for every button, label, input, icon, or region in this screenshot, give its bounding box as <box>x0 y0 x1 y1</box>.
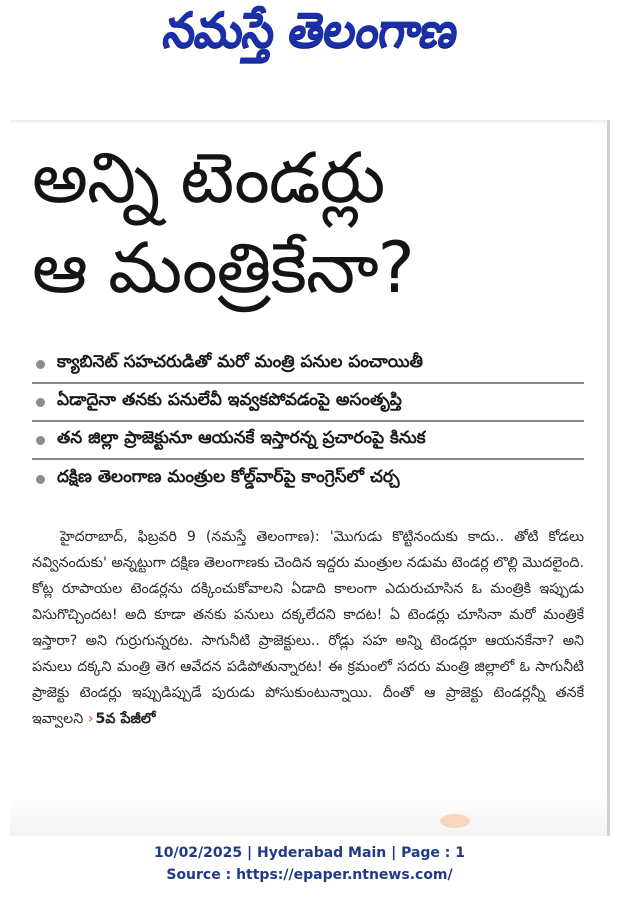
newspaper-masthead <box>0 0 619 72</box>
article-body-text: హైదరాబాద్, ఫిబ్రవరి 9 (నమస్తే తెలంగాణ): 'మొగుడు కొట్టినందుకు కాదు.. తోటి కోడలు నవ్వినందుకు' అన్నట్టుగా దక్షిణ తెలంగాణకు చెందిన ఇద్దరు మంత్రుల నడుమ టెండర్ల లొల్లి మొదలైంది. కోట్ల రూపాయల టెండర్లను దక్కించుకోవాలని ఏడాది కాలంగా ఎదురుచూసిన ఓ మంత్రికి ఇప్పుడు విసుగొచ్చిందట! అది కూడా తనకు పనులు దక్కలేదని కాదట! ఏ టెండర్లు చూసినా మరో మంత్రికే ఇస్తారా? అని గుర్రుగున్నరట. సాగునీటి ప్రాజెక్టులు.. రోడ్లు సహ అన్ని టెండర్లూ ఆయనకేనా? అని పనులు దక్కని మంత్రి తెగ ఆవేదన పడిపోతున్నారట! ఈ క్రమంలో సదరు మంత్రి జిల్లాలో ఓ సాగునీటి ప్రాజెక్టు టెండర్లు ఇప్పుడిప్పుడే పురుడు పోసుకుంటున్నాయి. దీంతో ఆ ప్రాజెక్టు టెండర్లన్నీ తనకే ఇవ్వాలని <box>32 529 584 727</box>
continued-on-page-link[interactable] <box>88 711 156 727</box>
bullet-text: ఏడాదైనా తనకు పనులేవీ ఇవ్వకపోవడంపై అసంతృప్తి <box>57 390 402 410</box>
source-url[interactable]: Source : https://epaper.ntnews.com/ <box>166 867 453 883</box>
clipping-bottom-fade <box>10 796 607 836</box>
bullet-item <box>32 384 584 422</box>
bullet-dot-icon <box>36 475 45 484</box>
ink-smudge <box>440 814 470 828</box>
masthead-logo-text: నమస్తే తెలంగాణ <box>159 1 462 59</box>
headline <box>32 134 592 313</box>
bullet-item <box>32 346 584 384</box>
chevron-right-icon: › <box>87 711 94 727</box>
continued-on-page-label: 5వ పేజీలో <box>95 711 156 727</box>
clipping-top-edge <box>10 120 607 124</box>
news-clipping <box>10 120 610 836</box>
bullet-text: తన జిల్లా ప్రాజెక్టునూ ఆయనకే ఇస్తారన్న ప్రచారంపై కినుక <box>57 428 426 448</box>
bullet-item <box>32 422 584 460</box>
edition-info: 10/02/2025 | Hyderabad Main | Page : 1 <box>153 845 466 861</box>
page-footer <box>0 842 619 886</box>
bullet-text: క్యాబినెట్ సహచరుడితో మరో మంత్రి పనుల పంచాయితీ <box>57 352 423 372</box>
bullet-dot-icon <box>36 398 45 407</box>
bullet-text: దక్షిణ తెలంగాణ మంత్రుల కోల్డ్‌వార్‌పై కాంగ్రెస్‌లో చర్చ <box>57 467 400 487</box>
headline-line-2: ఆ మంత్రికేనా? <box>32 226 414 309</box>
bullet-dot-icon <box>36 436 45 445</box>
bullet-dot-icon <box>36 360 45 369</box>
subheadline-bullets <box>32 346 584 498</box>
article-body <box>32 524 584 732</box>
headline-line-1: అన్ని టెండర్లు <box>32 137 385 219</box>
bullet-item <box>32 460 584 498</box>
